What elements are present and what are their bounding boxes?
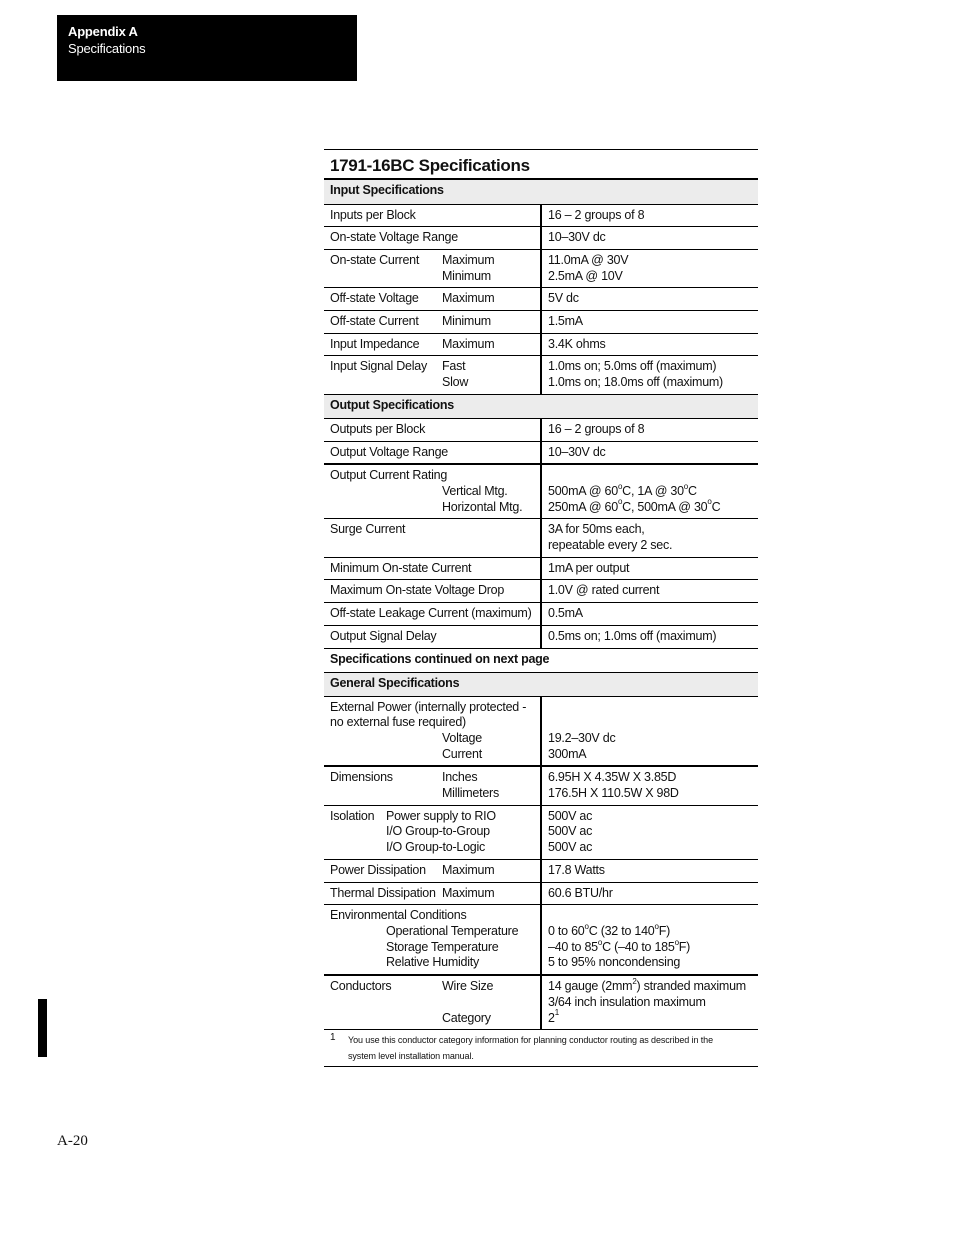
table-row: Isolation Power supply to RIO I/O Group-to-Group I/O Group-to-Logic 500V ac 500V ac 500V ac	[324, 805, 758, 859]
table-row: Dimensions Inches Millimeters 6.95H X 4.35W X 3.85D 176.5H X 110.5W X 98D	[324, 766, 758, 805]
table-row: Environmental Conditions Operational Temperature Storage Temperature Relative Humidity 0 to 60$^o$C (32 to 140$^o$F) –40 to 85$^o$C (–40 to 185$^o$F) 5 to 95% noncondensing	[324, 905, 758, 975]
appendix-label: Appendix A	[68, 24, 138, 39]
side-tab-marker	[38, 999, 47, 1057]
continued-note: Specifications continued on next page	[324, 648, 758, 672]
table-row: Maximum On-state Voltage Drop 1.0V @ rated current	[324, 580, 758, 603]
section-input: Input Specifications	[324, 180, 758, 204]
spec-title: 1791-16BC Specifications	[324, 150, 758, 180]
table-row: On-state Voltage Range 10–30V dc	[324, 227, 758, 250]
footnote: 1 You use this conductor category information for planning conductor routing as described in the system level installation manual.	[324, 1030, 758, 1067]
chapter-header	[57, 15, 357, 81]
spec-sheet	[324, 149, 758, 1067]
section-general: General Specifications	[324, 672, 758, 696]
table-row: Off-state Leakage Current (maximum) 0.5mA	[324, 603, 758, 626]
spec-table	[324, 180, 758, 1030]
table-row: Input Signal Delay Fast Slow 1.0ms on; 5.0ms off (maximum) 1.0ms on; 18.0ms off (maximum)	[324, 356, 758, 394]
table-row: Surge Current 3A for 50ms each, repeatable every 2 sec.	[324, 519, 758, 557]
page-number: A-20	[57, 1133, 88, 1149]
table-row: Outputs per Block 16 – 2 groups of 8	[324, 418, 758, 441]
table-row: Power Dissipation Maximum 17.8 Watts	[324, 859, 758, 882]
table-row: Conductors Wire Size Category 14 gauge $(2mm^2)$ stranded maximum 3/64 inch insulation maximum $2^1$	[324, 975, 758, 1030]
table-row: On-state Current Maximum Minimum 11.0mA @ 30V 2.5mA @ 10V	[324, 249, 758, 287]
table-row: Thermal Dissipation Maximum 60.6 BTU/hr	[324, 882, 758, 905]
chapter-title: Specifications	[68, 41, 146, 56]
table-row: Output Signal Delay 0.5ms on; 1.0ms off (maximum)	[324, 625, 758, 648]
table-row: Input Impedance Maximum 3.4K ohms	[324, 333, 758, 356]
table-row: Off-state Voltage Maximum 5V dc	[324, 288, 758, 311]
table-row: External Power (internally protected - no external fuse required) Voltage Current 19.2–30V dc 300mA	[324, 696, 758, 766]
footnote-mark: 1	[330, 1032, 336, 1044]
table-row: Minimum On-state Current 1mA per output	[324, 557, 758, 580]
table-row: Output Current Rating Vertical Mtg. Horizontal Mtg. 500mA @ 60$^o$C, 1A @ 30$^o$C 250mA @ 60$^o$C, 500mA @ 30$^o$C	[324, 464, 758, 519]
table-row: Output Voltage Range 10–30V dc	[324, 441, 758, 464]
table-row: Inputs per Block 16 – 2 groups of 8	[324, 204, 758, 227]
table-row: Off-state Current Minimum 1.5mA	[324, 311, 758, 334]
section-output: Output Specifications	[324, 394, 758, 418]
